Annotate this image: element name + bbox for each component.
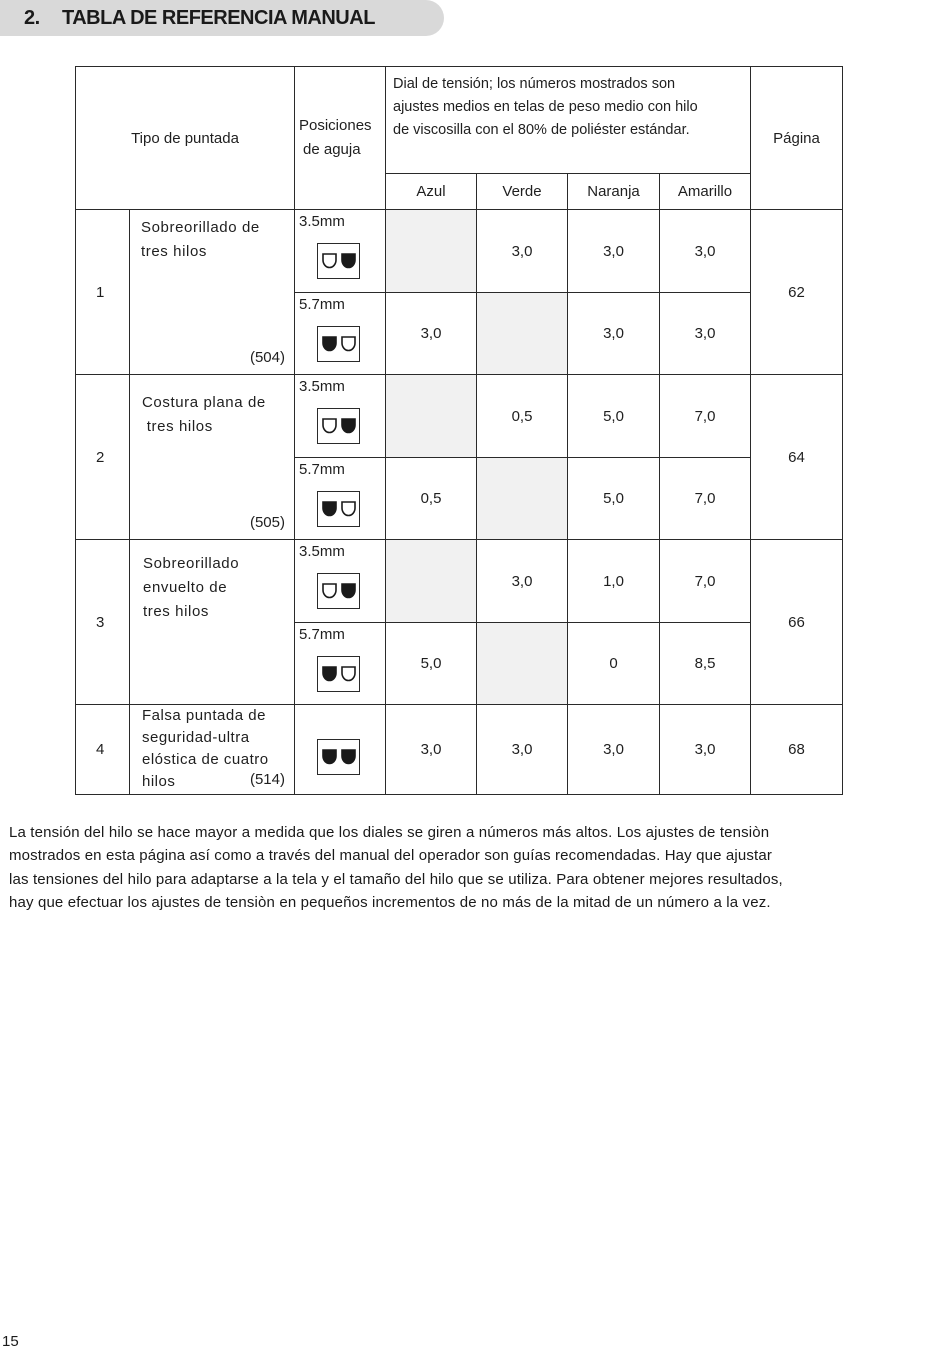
needle-position (295, 375, 386, 458)
tension-value-yellow: 7,0 (660, 540, 751, 623)
section-header (0, 0, 444, 36)
header-dial-line3: de viscosilla con el 80% de poliéster estándar. (393, 122, 690, 138)
header-dial-line1: Dial de tensión; los números mostrados son (393, 76, 676, 92)
note-line: las tensiones del hilo para adaptarse a la tela y el tamaño del hilo que se utiliza. Para obtener mejores resultados, (9, 870, 783, 888)
tension-value-blue (386, 540, 477, 623)
tension-value-green (477, 293, 568, 375)
needle-position-icon (317, 326, 360, 362)
header-color-orange: Naranja (568, 174, 660, 210)
header-dial-line2: ajustes medios en telas de peso medio con hilo (393, 99, 698, 115)
tension-value-orange: 5,0 (568, 458, 660, 540)
needle-width-label: 3.5mm (299, 213, 345, 230)
needle-position-icon (317, 408, 360, 444)
header-color-blue: Azul (386, 174, 477, 210)
needle-position (295, 623, 386, 705)
tension-value-yellow: 3,0 (660, 293, 751, 375)
section-number: 2. (24, 7, 40, 29)
tension-value-green: 3,0 (477, 210, 568, 293)
header-needle-positions (295, 67, 386, 210)
note-line: mostrados en esta página así como a través del manual del operador son guías recomendadas. Hay que ajustar (9, 847, 773, 865)
stitch-name-line: seguridad-ultra (142, 729, 250, 746)
header-tension-dial (386, 67, 751, 174)
tension-value-green: 3,0 (477, 540, 568, 623)
tension-value-blue (386, 210, 477, 293)
stitch-name (130, 210, 295, 375)
needle-position (295, 705, 386, 795)
note-line: La tensión del hilo se hace mayor a medida que los diales se giren a números más altos. Los ajustes de tensiòn (9, 824, 770, 841)
tension-value-blue (386, 375, 477, 458)
stitch-name-line: hilos (142, 773, 176, 790)
stitch-name-line: Costura plana de (142, 394, 266, 411)
page-reference: 66 (751, 540, 843, 705)
needle-position-icon (317, 243, 360, 279)
page-number: 15 (2, 1333, 19, 1350)
tension-value-orange: 0 (568, 623, 660, 705)
tension-value-green (477, 623, 568, 705)
tension-value-green (477, 458, 568, 540)
needle-width-label: 5.7mm (299, 461, 345, 478)
tension-value-blue: 5,0 (386, 623, 477, 705)
stitch-name-line: tres hilos (143, 603, 210, 620)
stitch-name-line: tres hilos (142, 418, 213, 435)
page-reference: 68 (751, 705, 843, 795)
tension-value-orange: 3,0 (568, 293, 660, 375)
tension-value-blue: 3,0 (386, 293, 477, 375)
stitch-code: (504) (249, 349, 285, 366)
tension-value-orange: 3,0 (568, 210, 660, 293)
tension-value-blue: 0,5 (386, 458, 477, 540)
header-needle-positions-line2: de aguja (303, 141, 361, 158)
tension-value-orange: 1,0 (568, 540, 660, 623)
stitch-name-line: Sobreorillado de (141, 219, 260, 236)
header-stitch-type: Tipo de puntada (76, 67, 295, 210)
needle-position-icon (317, 491, 360, 527)
stitch-name-line: envuelto de (143, 579, 228, 596)
needle-width-label: 5.7mm (299, 626, 345, 643)
header-color-yellow: Amarillo (660, 174, 751, 210)
tension-reference-table (75, 66, 843, 795)
header-color-green: Verde (477, 174, 568, 210)
needle-position (295, 210, 386, 293)
needle-position-icon (317, 656, 360, 692)
stitch-name-line: tres hilos (141, 243, 208, 260)
stitch-name (130, 375, 295, 540)
tension-value-yellow: 7,0 (660, 375, 751, 458)
tension-note (9, 821, 928, 915)
tension-value-orange: 5,0 (568, 375, 660, 458)
tension-value-orange: 3,0 (568, 705, 660, 795)
tension-value-yellow: 3,0 (660, 210, 751, 293)
needle-width-label: 5.7mm (299, 296, 345, 313)
stitch-name-line: elóstica de cuatro (142, 751, 269, 768)
header-page: Página (751, 67, 843, 210)
note-line: hay que efectuar los ajustes de tensiòn en pequeños incrementos de no más de la mitad de un número a la vez. (9, 894, 771, 912)
header-needle-positions-line1: Posiciones (299, 117, 372, 134)
stitch-name (130, 540, 295, 705)
needle-position-icon (317, 739, 360, 775)
needle-position-icon (317, 573, 360, 609)
stitch-number: 2 (76, 375, 130, 540)
tension-value-green: 0,5 (477, 375, 568, 458)
tension-value-green: 3,0 (477, 705, 568, 795)
needle-width-label: 3.5mm (299, 543, 345, 560)
section-title: TABLA DE REFERENCIA MANUAL (62, 7, 375, 29)
needle-position (295, 293, 386, 375)
page-reference: 62 (751, 210, 843, 375)
tension-value-yellow: 3,0 (660, 705, 751, 795)
stitch-name (130, 705, 295, 795)
stitch-number: 4 (76, 705, 130, 795)
page-reference: 64 (751, 375, 843, 540)
tension-value-yellow: 7,0 (660, 458, 751, 540)
stitch-code: (514) (249, 771, 285, 788)
stitch-code: (505) (249, 514, 285, 531)
needle-position (295, 540, 386, 623)
stitch-name-line: Falsa puntada de (142, 707, 266, 724)
tension-value-yellow: 8,5 (660, 623, 751, 705)
stitch-number: 3 (76, 540, 130, 705)
tension-value-blue: 3,0 (386, 705, 477, 795)
needle-position (295, 458, 386, 540)
needle-width-label: 3.5mm (299, 378, 345, 395)
stitch-number: 1 (76, 210, 130, 375)
stitch-name-line: Sobreorillado (143, 555, 240, 572)
